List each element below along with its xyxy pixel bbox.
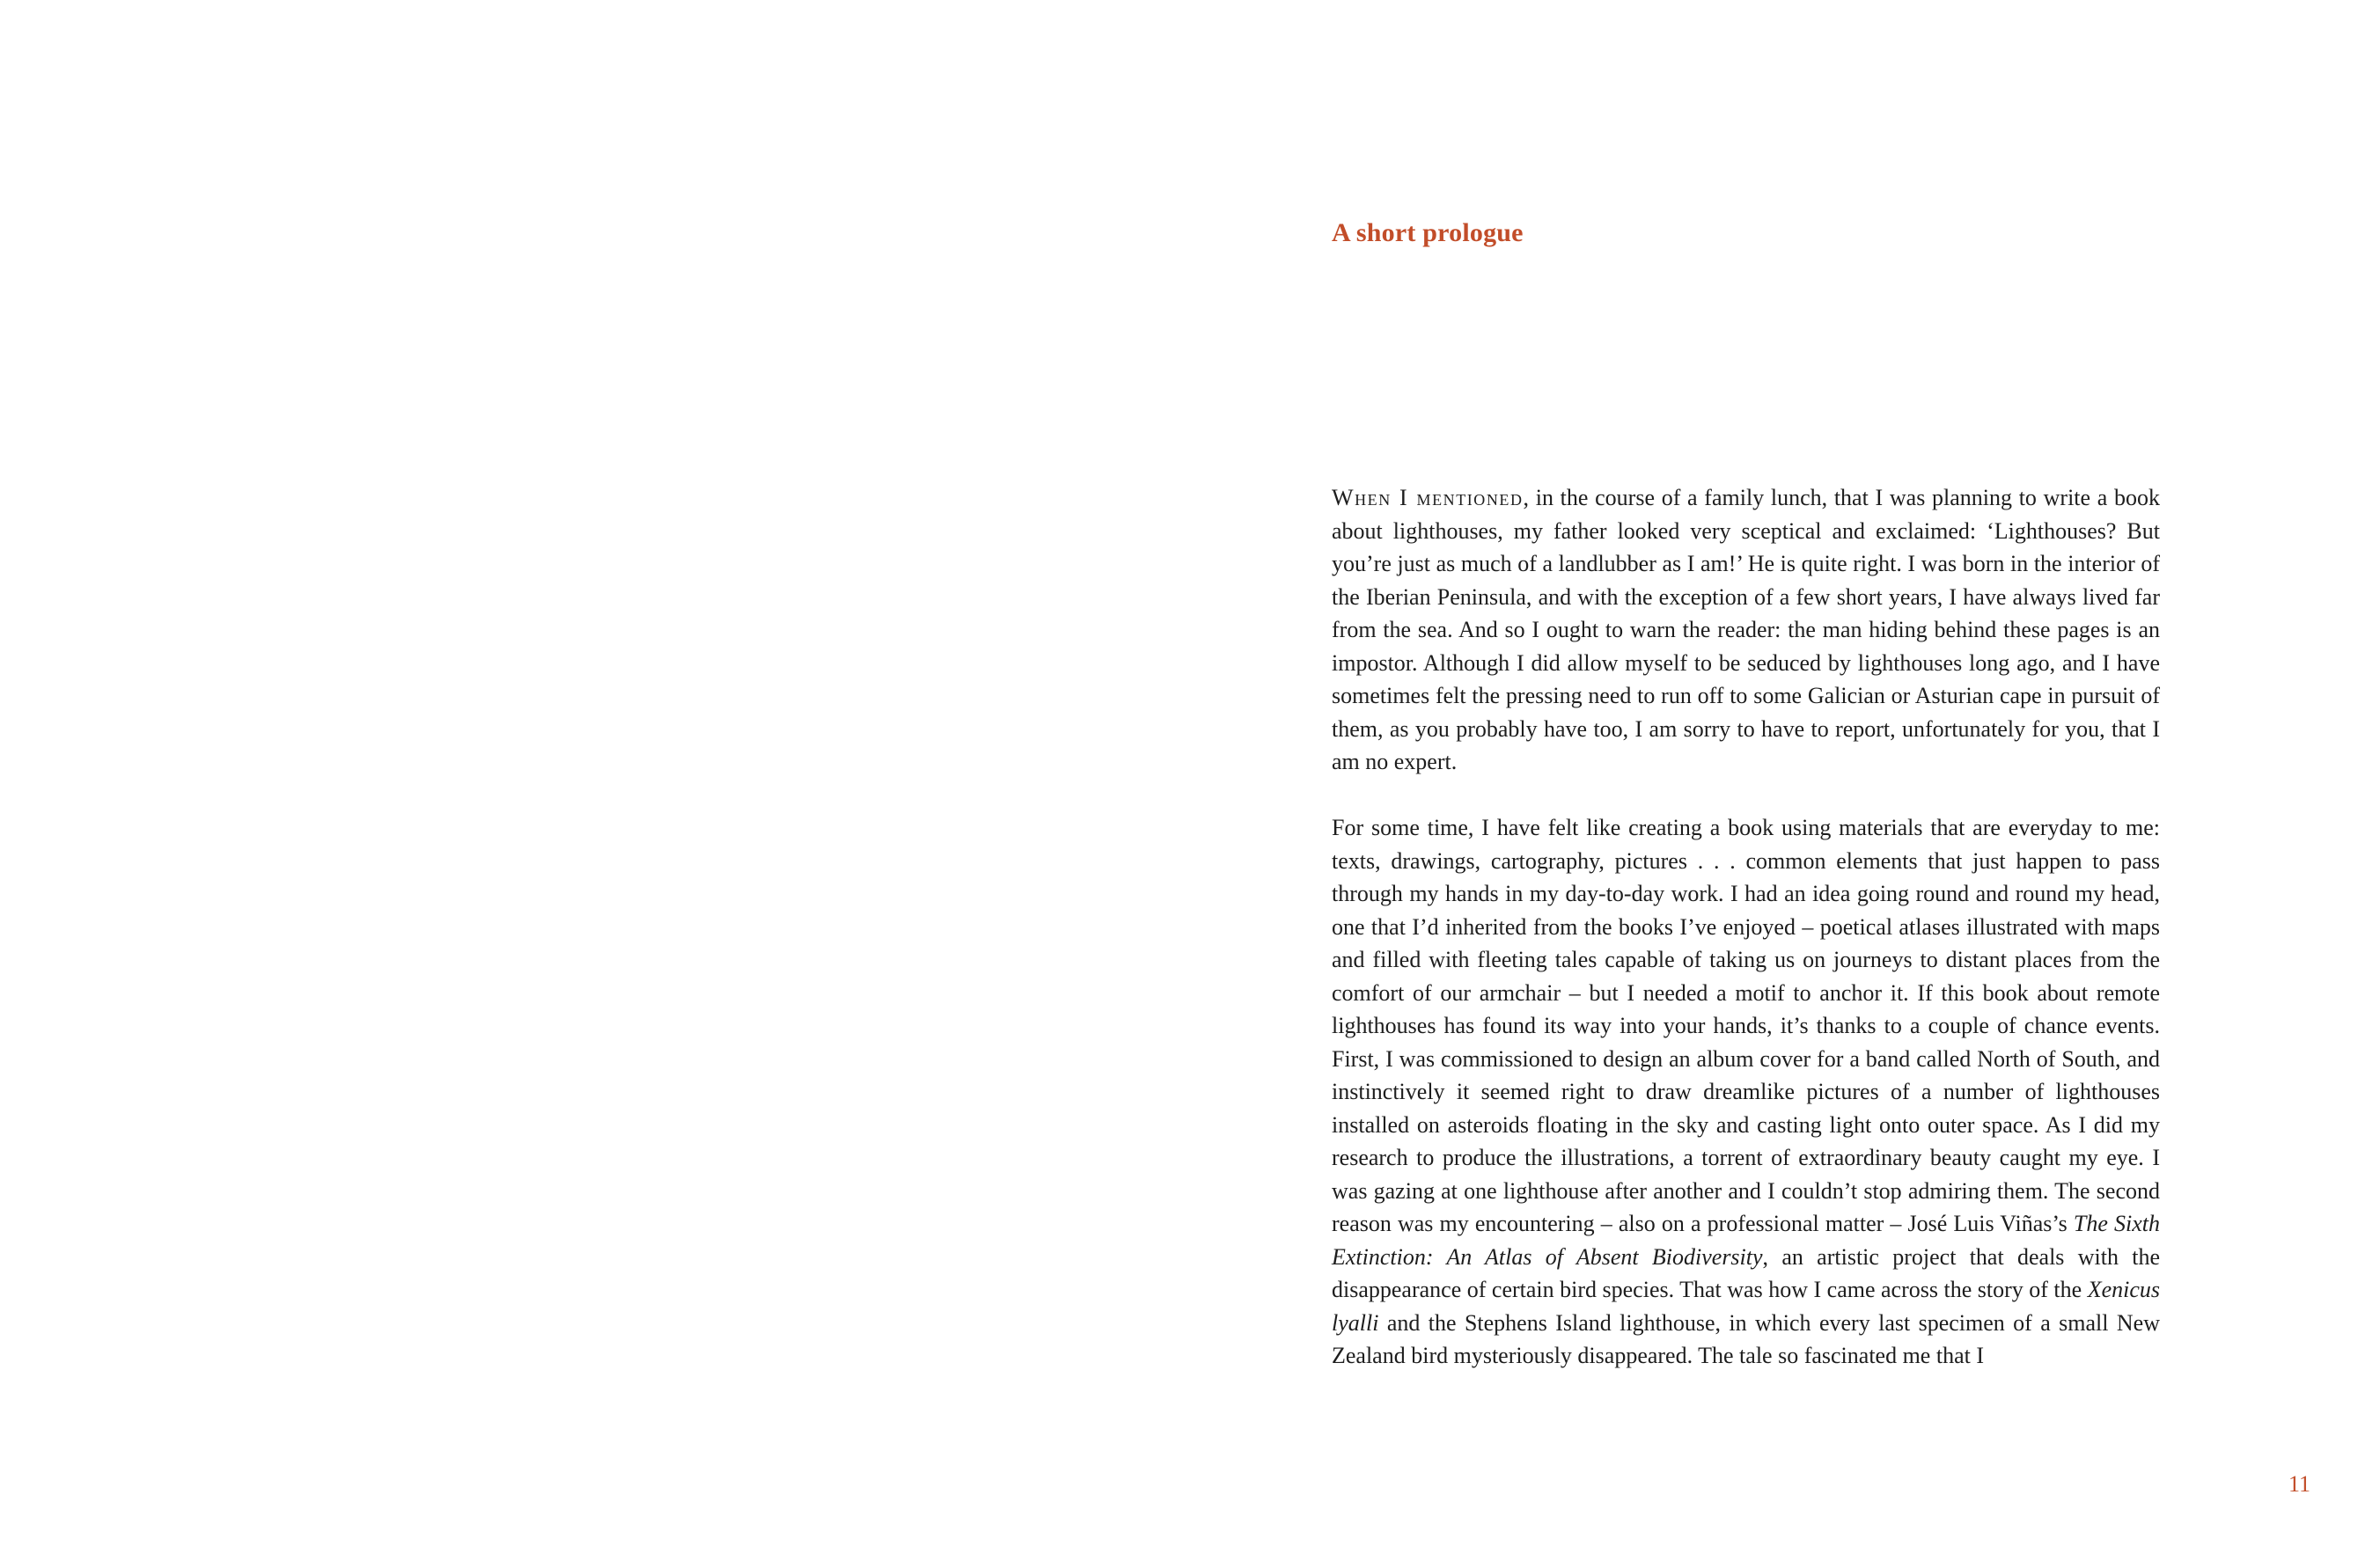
- smallcaps-lead-in: When I mentioned: [1332, 485, 1524, 510]
- left-page-blank: [0, 0, 1182, 1568]
- paragraph-1: [1332, 481, 2160, 779]
- species-name-italic: Xenicus lyalli: [1332, 1277, 2160, 1336]
- paragraph-2-text: For some time, I have felt like creating a book using materials that are everyday to me: texts, drawings, cartography, pictures . . . common elements that just happen to pass through my hands in my day-to-day work. I had an idea going round and round my head, one that I’d inherited from the books I’ve enjoyed – poetical atlases illustrated with maps and filled with fleeting tales capable of taking us on journeys to distant places from the comfort of our armchair – but I needed a motif to anchor it. If this book about remote lighthouses has found its way into your hands, it’s thanks to a couple of chance events. First, I was commissioned to design an album cover for a band called North of South, and instinctively it seemed right to draw dreamlike pictures of a number of lighthouses installed on asteroids floating in the sky and casting light onto outer space. As I did my research to produce the illustrations, a torrent of extraordinary beauty caught my eye. I was gazing at one lighthouse after another and I couldn’t stop admiring them. The second reason was my encountering – also on a professional matter – José Luis Viñas’s: [1332, 815, 2160, 1236]
- paragraph-2-text-end: and the Stephens Island lighthouse, in which every last specimen of a small New Zealand bird mysteriously disappeared. The tale so fascinated me that I: [1332, 1309, 2160, 1368]
- page-number: 11: [2288, 1471, 2311, 1497]
- paragraph-1-text: , in the course of a family lunch, that I was planning to write a book about lighthouses, my father looked very sceptical and exclaimed: ‘Lighthouses? But you’re just as much of a landlubber as I am!’ He is quite right. I was born in the interior of the Iberian Peninsula, and with the exception of a few short years, I have always lived far from the sea. And so I ought to warn the reader: the man hiding behind these pages is an impostor. Although I did allow myself to be seduced by lighthouses long ago, and I have sometimes felt the pressing need to run off to some Galician or Asturian cape in pursuit of them, as you probably have too, I am sorry to have to report, unfortunately for you, that I am no expert.: [1332, 485, 2160, 774]
- body-text: [1332, 481, 2160, 1373]
- paragraph-2: [1332, 811, 2160, 1373]
- paragraph-2-text-continued: , an artistic project that deals with the disappearance of certain bird species. That was how I came across the story of the: [1332, 1243, 2160, 1302]
- book-title-italic: The Sixth Extinction: An Atlas of Absent Biodiversity: [1332, 1211, 2160, 1270]
- chapter-heading: A short prologue: [1332, 218, 1524, 247]
- right-page: [1182, 0, 2365, 1568]
